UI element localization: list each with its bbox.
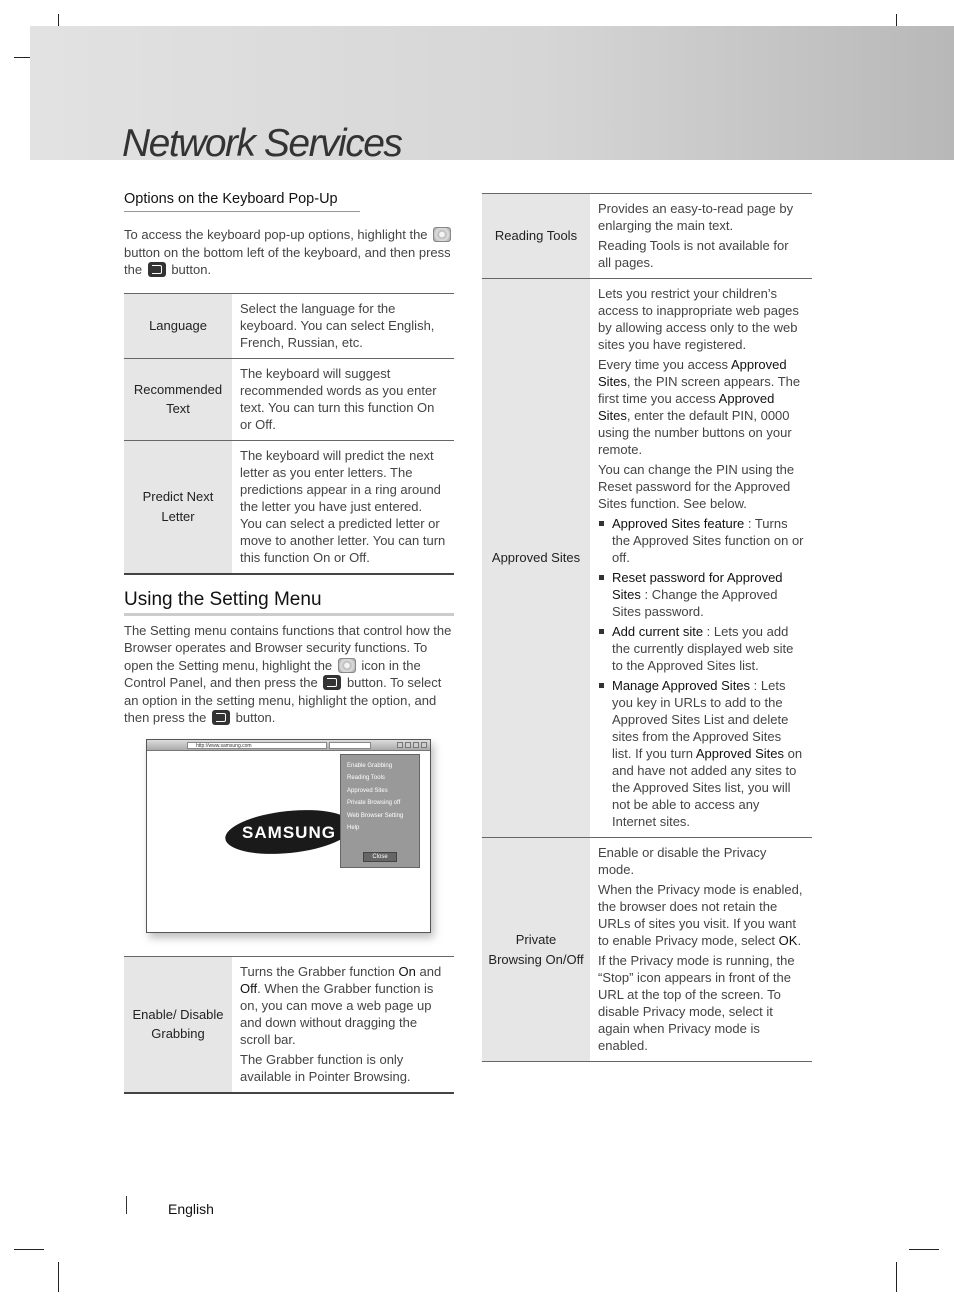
table-row xyxy=(482,194,812,279)
text: If the Privacy mode is running, the “Stop” icon appears in front of the URL at the top of the screen. To disable Privacy mode, select it again when Privacy mode is enabled. xyxy=(598,953,795,1053)
table-row xyxy=(124,440,454,574)
crop-mark xyxy=(14,1249,44,1250)
text: : Turns the Approved Sites function on or off. xyxy=(612,516,804,565)
page-title: Network Services xyxy=(122,122,402,165)
enter-button-icon xyxy=(148,262,166,277)
setting-menu-panel xyxy=(340,754,420,868)
toolbar-button-icon xyxy=(413,742,419,748)
grabbing-note: The Grabber function is only available in Pointer Browsing. xyxy=(240,1051,411,1084)
text: on and have not added any sites to the Approved Sites list, you will not be able to access any Internet sites. xyxy=(612,746,803,829)
option-label: Reading Tools xyxy=(482,194,590,279)
browser-search-field xyxy=(329,742,371,749)
bold-term: On xyxy=(398,963,416,979)
text: Reading Tools is not available for all pages. xyxy=(598,238,789,270)
text: Provides an easy-to-read page by enlarging the main text. xyxy=(598,201,794,233)
bold-term: OK xyxy=(778,933,798,948)
menu-close-button: Close xyxy=(363,852,397,862)
option-label: Language xyxy=(124,293,232,358)
footer-rule xyxy=(126,1196,127,1214)
option-description xyxy=(590,838,812,1062)
text: . When the Grabber function is on, you can move a web page up and down without dragging the scroll bar. xyxy=(240,980,434,1047)
option-description xyxy=(232,956,454,1093)
grabbing-desc xyxy=(240,963,446,1048)
bold-term: Approved Sites xyxy=(695,746,784,761)
bold-term: Add current site xyxy=(612,624,704,639)
enter-button-icon xyxy=(212,710,230,725)
list-item xyxy=(598,515,804,566)
option-description: The keyboard will predict the next letter as you enter letters. The predictions appear in a ring around the letter you have just entered. You can select a predicted letter or move to another letter. You can turn this function On or Off. xyxy=(232,440,454,574)
list-item xyxy=(598,677,804,830)
footer-language: English xyxy=(168,1201,214,1217)
bold-term: Approved Sites xyxy=(598,357,787,389)
keyboard-options-table xyxy=(124,293,454,575)
browser-toolbar-buttons xyxy=(397,742,427,748)
text: Turns the Grabber function xyxy=(240,963,395,979)
browser-toolbar xyxy=(147,740,430,751)
bold-term: Manage Approved Sites xyxy=(612,678,751,693)
table-row xyxy=(124,293,454,358)
option-description xyxy=(590,194,812,279)
menu-item: Web Browser Setting xyxy=(347,812,404,819)
text xyxy=(598,356,804,458)
text: Enable or disable the Privacy mode. xyxy=(598,845,767,877)
keyboard-subheading: Options on the Keyboard Pop-Up xyxy=(124,191,360,212)
bold-term: Reset password for Approved Sites xyxy=(612,570,783,602)
option-label: Approved Sites xyxy=(482,279,590,838)
text: : Lets you add the currently displayed web site to the Approved Sites list. xyxy=(612,624,794,673)
text: , the PIN screen appears. The first time you access xyxy=(598,374,801,406)
browser-url-field: http://www.samsung.com xyxy=(187,742,327,749)
text: : Change the Approved Sites password. xyxy=(612,587,778,619)
menu-item: Reading Tools xyxy=(347,775,385,781)
text: : Lets you key in URLs to add to the Approved Sites List and delete sites from the Approved Sites list. If you turn xyxy=(612,678,789,761)
option-label: Enable/ Disable Grabbing xyxy=(124,956,232,1093)
menu-item: Help xyxy=(347,825,360,831)
setting-options-table xyxy=(482,193,812,1062)
intro-text: button on the bottom left of the keyboard, and then press the xyxy=(124,244,451,277)
bold-term: Approved Sites feature xyxy=(612,516,745,531)
text xyxy=(598,881,804,949)
list-item xyxy=(598,569,804,620)
text: When the Privacy mode is enabled, the browser does not retain the URLs of sites you visit. If you want to enable Privacy mode, select xyxy=(598,882,803,948)
text: Every time you access xyxy=(598,357,729,372)
menu-item: Enable Grabbing xyxy=(347,762,393,769)
text: You can change the PIN using the Reset password for the Approved Sites function. See below. xyxy=(598,462,795,511)
keyboard-intro xyxy=(124,226,454,279)
text: and xyxy=(419,963,442,979)
crop-mark xyxy=(909,1249,939,1250)
table-row xyxy=(124,358,454,440)
text: . xyxy=(797,933,802,948)
samsung-logo: SAMSUNG xyxy=(242,822,336,842)
setting-menu-text xyxy=(124,622,454,727)
crop-mark xyxy=(58,1262,59,1292)
enter-button-icon xyxy=(323,675,341,690)
browser-screenshot xyxy=(146,739,431,933)
table-row xyxy=(482,279,812,838)
option-label: Recommended Text xyxy=(124,358,232,440)
right-column xyxy=(482,193,812,1062)
setting-text-part: icon in the Control Panel, and then press the xyxy=(124,657,421,690)
option-description xyxy=(590,279,812,838)
text: Lets you restrict your children’s access to inappropriate web pages by allowing access only to the web sites you have registered. xyxy=(598,286,799,352)
approved-sites-bullets xyxy=(598,515,804,830)
option-label: Predict Next Letter xyxy=(124,440,232,574)
intro-text: button. xyxy=(171,262,212,277)
menu-item: Private Browsing off xyxy=(347,800,401,806)
list-item xyxy=(598,623,804,674)
option-description: Select the language for the keyboard. You can select English, French, Russian, etc. xyxy=(232,293,454,358)
close-icon xyxy=(421,742,427,748)
toolbar-button-icon xyxy=(397,742,403,748)
table-row xyxy=(124,956,454,1093)
intro-text: To access the keyboard pop-up options, highlight the xyxy=(124,227,428,242)
menu-item: Approved Sites xyxy=(347,787,388,794)
toolbar-button-icon xyxy=(405,742,411,748)
bold-term: Off xyxy=(240,980,258,996)
option-description: The keyboard will suggest recommended words as you enter text. You can turn this function On or Off. xyxy=(232,358,454,440)
grabbing-table xyxy=(124,956,454,1094)
text: , enter the default PIN, 0000 using the number buttons on your remote. xyxy=(598,408,792,457)
setting-text-part: The Setting menu contains functions that control how the Browser operates and Browser security functions. To open the Setting menu, highlight the xyxy=(124,622,452,673)
bold-term: Approved Sites xyxy=(598,391,775,423)
crop-mark xyxy=(896,1262,897,1292)
table-row xyxy=(482,838,812,1062)
setting-text-part: button. To select an option in the setting menu, highlight the option, and then press the xyxy=(124,675,442,725)
setting-text-part: button. xyxy=(235,710,276,725)
settings-gear-icon xyxy=(338,658,356,673)
option-label: Private Browsing On/Off xyxy=(482,838,590,1062)
setting-menu-heading: Using the Setting Menu xyxy=(124,589,454,616)
settings-gear-icon xyxy=(433,227,451,242)
left-column xyxy=(124,190,454,1094)
